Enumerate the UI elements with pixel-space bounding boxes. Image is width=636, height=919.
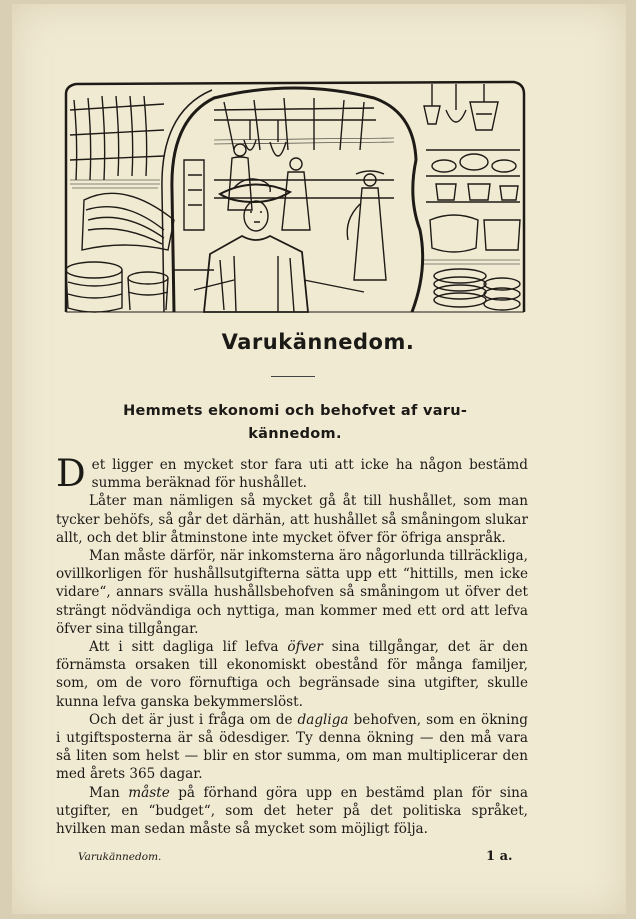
title-divider <box>271 376 315 377</box>
paragraph-2: Låter man nämligen så mycket gå åt till hushållet, som man tycker behöfs, så går det därhän, att hushållet så småningom slukar allt, och det blir åtminstone inte mycket öfver för öfriga anspråk. <box>56 493 528 546</box>
paragraph-4 <box>56 638 528 711</box>
page-number: 1 a. <box>486 849 513 864</box>
paragraph-4-a: Att i sitt dagliga lif lefva <box>89 639 288 656</box>
paragraph-6-a: Man <box>89 784 129 801</box>
running-footer: Varukännedom. <box>78 851 162 863</box>
paragraph-4-b: sina tillgångar, det är den förnämsta orsaken till ekonomiskt obestånd för många familjer, som, om de voro förnuftiga och begränsade sina utgifter, skulle kunna lefva ganska bekymmerslöst. <box>56 639 528 710</box>
shop-illustration <box>64 80 526 316</box>
section-heading: Hemmets ekonomi och behofvet af varukännedom. <box>123 403 467 442</box>
drop-cap: D <box>56 452 86 495</box>
page-title: Varukännedom. <box>221 330 415 354</box>
emphasis-dagliga: dagliga <box>297 711 349 728</box>
paragraph-1-text: et ligger en mycket stor fara uti att icke ha någon bestämd summa beräknad för hushållet. <box>91 457 528 492</box>
paragraph-5 <box>56 711 528 784</box>
paragraph-6-b: på förhand göra upp en bestämd plan för sina utgifter, en “budget“, som det heter på det politiska språket, hvilken man sedan måste så mycket som möjligt följa. <box>56 784 528 838</box>
paragraph-6 <box>56 784 528 839</box>
paragraph-3: Man måste därför, när inkomsterna äro någorlunda tillräckliga, ovillkorligen för hushållsutgifterna sätta upp ett “hittills, men icke vidare“, annars svälla hushållsbehofven så småningom ut öfver det strängt nödvändiga och nyttiga, man kommer med ett ord att lefva öfver sina tillgångar. <box>56 548 528 637</box>
emphasis-ofver: öfver <box>287 639 323 656</box>
body-text <box>56 452 528 838</box>
paragraph-1 <box>56 452 528 495</box>
paragraph-5-b: behofven, som en ökning i utgiftsposterna är så ödesdiger. Ty denna ökning — den må vara så liten som helst — blir en stor summa, om man multiplicerar den med årets 365 dagar. <box>56 711 528 783</box>
paragraph-5-a: Och det är just i fråga om de <box>89 711 298 728</box>
emphasis-maste: måste <box>128 784 170 801</box>
